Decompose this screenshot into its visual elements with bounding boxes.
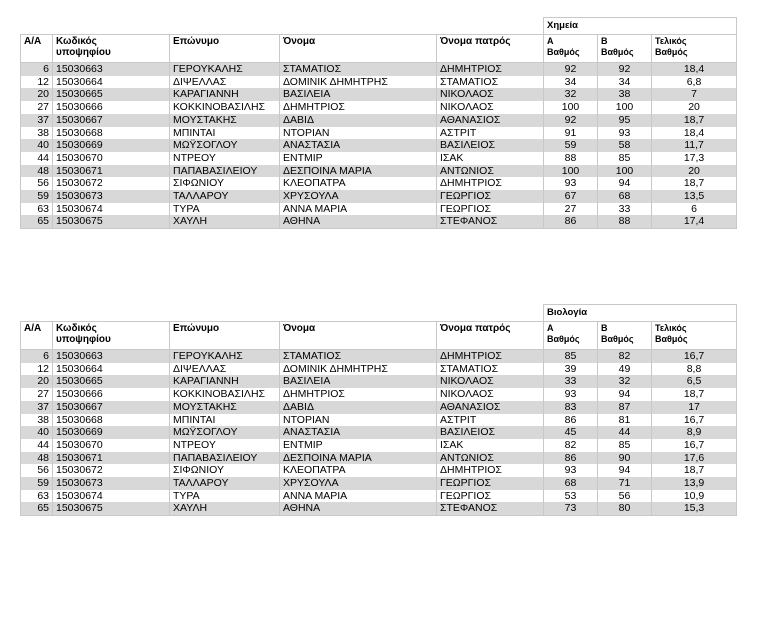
- cell-grade-a: 88: [544, 152, 598, 165]
- cell-father: ΑΝΤΩΝΙΟΣ: [437, 452, 544, 465]
- cell-surname: ΤΥΡΑ: [170, 203, 280, 216]
- cell-surname: ΜΠΙΝΤΑΙ: [170, 127, 280, 140]
- cell-grade-b: 44: [598, 426, 652, 439]
- grades-tbody: [21, 305, 737, 516]
- cell-father: ΓΕΩΡΓΙΟΣ: [437, 477, 544, 490]
- cell-surname: ΔΙΨΕΛΛΑΣ: [170, 363, 280, 376]
- header-final-line1: Τελικός: [655, 323, 687, 333]
- cell-grade-b: 80: [598, 502, 652, 515]
- cell-grade-b: 38: [598, 88, 652, 101]
- cell-grade-a: 86: [544, 414, 598, 427]
- cell-code: 15030675: [53, 502, 170, 515]
- header-grade-b-line1: Β: [601, 323, 608, 333]
- cell-final: 18,7: [652, 464, 737, 477]
- cell-father: ΓΕΩΡΓΙΟΣ: [437, 190, 544, 203]
- cell-surname: ΚΟΚΚΙΝΟΒΑΣΙΛΗΣ: [170, 388, 280, 401]
- cell-final: 17,3: [652, 152, 737, 165]
- cell-final: 6,5: [652, 375, 737, 388]
- cell-grade-a: 67: [544, 190, 598, 203]
- chemistry-grades-table: [20, 17, 736, 229]
- cell-code: 15030668: [53, 127, 170, 140]
- cell-code: 15030664: [53, 363, 170, 376]
- cell-final: 20: [652, 101, 737, 114]
- table-row: [21, 114, 737, 127]
- header-grade-b-line2: Βαθμός: [601, 47, 634, 57]
- cell-surname: ΜΟΥΣΤΑΚΗΣ: [170, 401, 280, 414]
- cell-name: ΔΑΒΙΔ: [280, 114, 437, 127]
- header-final: [652, 35, 737, 63]
- cell-aa: 37: [21, 401, 53, 414]
- cell-father: ΙΣΑΚ: [437, 439, 544, 452]
- cell-grade-b: 94: [598, 388, 652, 401]
- cell-final: 18,7: [652, 177, 737, 190]
- cell-father: ΔΗΜΗΤΡΙΟΣ: [437, 63, 544, 76]
- subject-row: [21, 305, 737, 322]
- cell-grade-a: 86: [544, 452, 598, 465]
- grades-table: [20, 304, 737, 516]
- cell-aa: 65: [21, 502, 53, 515]
- cell-code: 15030666: [53, 101, 170, 114]
- cell-name: ΚΛΕΟΠΑΤΡΑ: [280, 464, 437, 477]
- cell-grade-a: 86: [544, 215, 598, 228]
- cell-grade-b: 68: [598, 190, 652, 203]
- cell-final: 17: [652, 401, 737, 414]
- cell-father: ΝΙΚΟΛΑΟΣ: [437, 375, 544, 388]
- cell-final: 8,9: [652, 426, 737, 439]
- header-father: Όνομα πατρός: [437, 35, 544, 63]
- header-final-line2: Βαθμός: [655, 47, 688, 57]
- cell-name: ΝΤΟΡΙΑΝ: [280, 414, 437, 427]
- cell-grade-a: 27: [544, 203, 598, 216]
- cell-name: ΝΤΟΡΙΑΝ: [280, 127, 437, 140]
- table-row: [21, 502, 737, 515]
- table-row: [21, 139, 737, 152]
- cell-grade-a: 93: [544, 177, 598, 190]
- cell-grade-a: 45: [544, 426, 598, 439]
- cell-final: 17,6: [652, 452, 737, 465]
- cell-surname: ΜΠΙΝΤΑΙ: [170, 414, 280, 427]
- cell-aa: 37: [21, 114, 53, 127]
- table-row: [21, 452, 737, 465]
- cell-father: ΓΕΩΡΓΙΟΣ: [437, 203, 544, 216]
- table-row: [21, 63, 737, 76]
- cell-father: ΑΘΑΝΑΣΙΟΣ: [437, 401, 544, 414]
- table-row: [21, 426, 737, 439]
- cell-aa: 40: [21, 139, 53, 152]
- cell-final: 8,8: [652, 363, 737, 376]
- cell-aa: 59: [21, 190, 53, 203]
- cell-grade-a: 83: [544, 401, 598, 414]
- subject-spacer: [21, 18, 544, 35]
- cell-surname: ΣΙΦΩΝΙΟΥ: [170, 464, 280, 477]
- header-row: [21, 35, 737, 63]
- header-final: [652, 322, 737, 350]
- cell-name: ΣΤΑΜΑΤΙΟΣ: [280, 350, 437, 363]
- cell-name: ΑΝΑΣΤΑΣΙΑ: [280, 426, 437, 439]
- cell-grade-a: 82: [544, 439, 598, 452]
- cell-code: 15030673: [53, 190, 170, 203]
- header-code: [53, 322, 170, 350]
- cell-grade-a: 34: [544, 76, 598, 89]
- cell-code: 15030671: [53, 452, 170, 465]
- cell-code: 15030674: [53, 203, 170, 216]
- cell-surname: ΝΤΡΕΟΥ: [170, 152, 280, 165]
- cell-aa: 63: [21, 490, 53, 503]
- cell-aa: 63: [21, 203, 53, 216]
- cell-final: 15,3: [652, 502, 737, 515]
- header-name: Όνομα: [280, 35, 437, 63]
- cell-name: ΑΝΝΑ ΜΑΡΙΑ: [280, 490, 437, 503]
- cell-grade-b: 94: [598, 464, 652, 477]
- table-row: [21, 88, 737, 101]
- table-row: [21, 414, 737, 427]
- table-row: [21, 350, 737, 363]
- cell-surname: ΤΑΛΛΑΡΟΥ: [170, 477, 280, 490]
- cell-final: 7: [652, 88, 737, 101]
- cell-code: 15030672: [53, 177, 170, 190]
- cell-aa: 6: [21, 350, 53, 363]
- cell-surname: ΧΑΥΛΗ: [170, 502, 280, 515]
- cell-grade-b: 58: [598, 139, 652, 152]
- header-aa: Α/Α: [21, 322, 53, 350]
- cell-grade-a: 93: [544, 464, 598, 477]
- cell-father: ΔΗΜΗΤΡΙΟΣ: [437, 464, 544, 477]
- cell-aa: 6: [21, 63, 53, 76]
- cell-grade-a: 73: [544, 502, 598, 515]
- cell-grade-b: 32: [598, 375, 652, 388]
- cell-father: ΝΙΚΟΛΑΟΣ: [437, 388, 544, 401]
- cell-final: 17,4: [652, 215, 737, 228]
- cell-father: ΑΣΤΡΙΤ: [437, 127, 544, 140]
- cell-father: ΒΑΣΙΛΕΙΟΣ: [437, 426, 544, 439]
- header-surname: Επώνυμο: [170, 35, 280, 63]
- cell-name: ΒΑΣΙΛΕΙΑ: [280, 375, 437, 388]
- cell-surname: ΣΙΦΩΝΙΟΥ: [170, 177, 280, 190]
- cell-father: ΣΤΑΜΑΤΙΟΣ: [437, 76, 544, 89]
- cell-code: 15030667: [53, 401, 170, 414]
- cell-aa: 44: [21, 439, 53, 452]
- table-row: [21, 439, 737, 452]
- cell-father: ΑΘΑΝΑΣΙΟΣ: [437, 114, 544, 127]
- cell-name: ΔΗΜΗΤΡΙΟΣ: [280, 388, 437, 401]
- cell-grade-b: 82: [598, 350, 652, 363]
- cell-grade-a: 91: [544, 127, 598, 140]
- cell-aa: 56: [21, 177, 53, 190]
- cell-code: 15030665: [53, 375, 170, 388]
- cell-code: 15030664: [53, 76, 170, 89]
- cell-final: 13,9: [652, 477, 737, 490]
- cell-father: ΔΗΜΗΤΡΙΟΣ: [437, 350, 544, 363]
- cell-grade-b: 34: [598, 76, 652, 89]
- table-row: [21, 490, 737, 503]
- cell-aa: 20: [21, 88, 53, 101]
- cell-final: 18,7: [652, 388, 737, 401]
- table-row: [21, 388, 737, 401]
- cell-grade-b: 87: [598, 401, 652, 414]
- cell-aa: 56: [21, 464, 53, 477]
- cell-surname: ΝΤΡΕΟΥ: [170, 439, 280, 452]
- cell-final: 10,9: [652, 490, 737, 503]
- cell-code: 15030675: [53, 215, 170, 228]
- cell-father: ΑΝΤΩΝΙΟΣ: [437, 165, 544, 178]
- cell-aa: 44: [21, 152, 53, 165]
- cell-code: 15030670: [53, 439, 170, 452]
- header-name: Όνομα: [280, 322, 437, 350]
- table-row: [21, 464, 737, 477]
- cell-aa: 59: [21, 477, 53, 490]
- table-row: [21, 477, 737, 490]
- table-row: [21, 127, 737, 140]
- cell-grade-a: 53: [544, 490, 598, 503]
- cell-name: ΔΕΣΠΟΙΝΑ ΜΑΡΙΑ: [280, 452, 437, 465]
- subject-title: Βιολογία: [544, 305, 737, 322]
- header-grade-a-line1: Α: [547, 36, 554, 46]
- table-row: [21, 165, 737, 178]
- header-code-line2: υποψηφίου: [56, 47, 111, 58]
- cell-code: 15030672: [53, 464, 170, 477]
- grades-table: [20, 17, 737, 229]
- table-row: [21, 203, 737, 216]
- cell-father: ΔΗΜΗΤΡΙΟΣ: [437, 177, 544, 190]
- cell-code: 15030663: [53, 350, 170, 363]
- header-grade-a: [544, 322, 598, 350]
- cell-father: ΣΤΑΜΑΤΙΟΣ: [437, 363, 544, 376]
- cell-grade-a: 68: [544, 477, 598, 490]
- cell-name: ΑΝΝΑ ΜΑΡΙΑ: [280, 203, 437, 216]
- header-code-line2: υποψηφίου: [56, 334, 111, 345]
- cell-name: ΔΕΣΠΟΙΝΑ ΜΑΡΙΑ: [280, 165, 437, 178]
- table-row: [21, 190, 737, 203]
- subject-spacer: [21, 305, 544, 322]
- cell-father: ΓΕΩΡΓΙΟΣ: [437, 490, 544, 503]
- cell-final: 18,4: [652, 63, 737, 76]
- cell-surname: ΓΕΡΟΥΚΑΛΗΣ: [170, 63, 280, 76]
- table-row: [21, 401, 737, 414]
- cell-grade-b: 49: [598, 363, 652, 376]
- header-surname: Επώνυμο: [170, 322, 280, 350]
- cell-surname: ΤΑΛΛΑΡΟΥ: [170, 190, 280, 203]
- cell-aa: 20: [21, 375, 53, 388]
- cell-code: 15030668: [53, 414, 170, 427]
- cell-grade-a: 100: [544, 165, 598, 178]
- cell-surname: ΚΟΚΚΙΝΟΒΑΣΙΛΗΣ: [170, 101, 280, 114]
- cell-surname: ΜΩΫΣΟΓΛΟΥ: [170, 139, 280, 152]
- cell-father: ΙΣΑΚ: [437, 152, 544, 165]
- header-grade-a-line2: Βαθμός: [547, 334, 580, 344]
- cell-aa: 48: [21, 452, 53, 465]
- cell-grade-b: 71: [598, 477, 652, 490]
- cell-final: 20: [652, 165, 737, 178]
- cell-surname: ΓΕΡΟΥΚΑΛΗΣ: [170, 350, 280, 363]
- cell-grade-b: 100: [598, 165, 652, 178]
- cell-grade-b: 88: [598, 215, 652, 228]
- cell-surname: ΤΥΡΑ: [170, 490, 280, 503]
- cell-grade-a: 92: [544, 63, 598, 76]
- cell-code: 15030666: [53, 388, 170, 401]
- table-row: [21, 76, 737, 89]
- subject-title: Χημεία: [544, 18, 737, 35]
- cell-grade-a: 100: [544, 101, 598, 114]
- cell-grade-b: 33: [598, 203, 652, 216]
- cell-name: ΚΛΕΟΠΑΤΡΑ: [280, 177, 437, 190]
- cell-surname: ΚΑΡΑΓΙΑΝΝΗ: [170, 88, 280, 101]
- cell-name: ΕΝΤΜΙΡ: [280, 439, 437, 452]
- cell-code: 15030669: [53, 139, 170, 152]
- cell-father: ΣΤΕΦΑΝΟΣ: [437, 215, 544, 228]
- header-final-line1: Τελικός: [655, 36, 687, 46]
- cell-aa: 12: [21, 363, 53, 376]
- cell-aa: 48: [21, 165, 53, 178]
- cell-grade-a: 33: [544, 375, 598, 388]
- cell-name: ΣΤΑΜΑΤΙΟΣ: [280, 63, 437, 76]
- cell-surname: ΔΙΨΕΛΛΑΣ: [170, 76, 280, 89]
- cell-name: ΑΝΑΣΤΑΣΙΑ: [280, 139, 437, 152]
- cell-grade-b: 95: [598, 114, 652, 127]
- cell-name: ΔΗΜΗΤΡΙΟΣ: [280, 101, 437, 114]
- cell-surname: ΜΩΫΣΟΓΛΟΥ: [170, 426, 280, 439]
- cell-grade-b: 93: [598, 127, 652, 140]
- cell-surname: ΠΑΠΑΒΑΣΙΛΕΙΟΥ: [170, 165, 280, 178]
- cell-name: ΔΟΜΙΝΙΚ ΔΗΜΗΤΡΗΣ: [280, 76, 437, 89]
- cell-code: 15030663: [53, 63, 170, 76]
- header-grade-b-line1: Β: [601, 36, 608, 46]
- cell-code: 15030667: [53, 114, 170, 127]
- cell-code: 15030673: [53, 477, 170, 490]
- cell-aa: 65: [21, 215, 53, 228]
- table-row: [21, 152, 737, 165]
- header-final-line2: Βαθμός: [655, 334, 688, 344]
- table-row: [21, 363, 737, 376]
- cell-aa: 40: [21, 426, 53, 439]
- cell-grade-b: 90: [598, 452, 652, 465]
- cell-code: 15030665: [53, 88, 170, 101]
- cell-name: ΕΝΤΜΙΡ: [280, 152, 437, 165]
- cell-father: ΒΑΣΙΛΕΙΟΣ: [437, 139, 544, 152]
- header-code: [53, 35, 170, 63]
- cell-father: ΣΤΕΦΑΝΟΣ: [437, 502, 544, 515]
- cell-grade-b: 92: [598, 63, 652, 76]
- table-row: [21, 215, 737, 228]
- cell-father: ΝΙΚΟΛΑΟΣ: [437, 101, 544, 114]
- cell-surname: ΠΑΠΑΒΑΣΙΛΕΙΟΥ: [170, 452, 280, 465]
- cell-name: ΧΡΥΣΟΥΛΑ: [280, 477, 437, 490]
- cell-father: ΝΙΚΟΛΑΟΣ: [437, 88, 544, 101]
- header-grade-b-line2: Βαθμός: [601, 334, 634, 344]
- cell-name: ΔΑΒΙΔ: [280, 401, 437, 414]
- cell-grade-a: 59: [544, 139, 598, 152]
- header-father: Όνομα πατρός: [437, 322, 544, 350]
- cell-final: 6,8: [652, 76, 737, 89]
- grades-tbody: [21, 18, 737, 229]
- header-grade-b: [598, 35, 652, 63]
- cell-aa: 27: [21, 388, 53, 401]
- cell-code: 15030671: [53, 165, 170, 178]
- cell-father: ΑΣΤΡΙΤ: [437, 414, 544, 427]
- cell-final: 6: [652, 203, 737, 216]
- table-row: [21, 101, 737, 114]
- cell-name: ΔΟΜΙΝΙΚ ΔΗΜΗΤΡΗΣ: [280, 363, 437, 376]
- cell-final: 16,7: [652, 414, 737, 427]
- cell-final: 18,4: [652, 127, 737, 140]
- cell-grade-a: 85: [544, 350, 598, 363]
- cell-grade-b: 85: [598, 152, 652, 165]
- cell-name: ΧΡΥΣΟΥΛΑ: [280, 190, 437, 203]
- header-grade-a: [544, 35, 598, 63]
- cell-name: ΑΘΗΝΑ: [280, 502, 437, 515]
- header-code-line1: Κωδικός: [56, 323, 97, 334]
- header-grade-a-line2: Βαθμός: [547, 47, 580, 57]
- cell-code: 15030670: [53, 152, 170, 165]
- header-grade-b: [598, 322, 652, 350]
- cell-aa: 12: [21, 76, 53, 89]
- cell-final: 18,7: [652, 114, 737, 127]
- header-row: [21, 322, 737, 350]
- cell-grade-b: 100: [598, 101, 652, 114]
- cell-grade-a: 32: [544, 88, 598, 101]
- cell-grade-a: 93: [544, 388, 598, 401]
- cell-grade-b: 85: [598, 439, 652, 452]
- cell-aa: 38: [21, 127, 53, 140]
- cell-final: 16,7: [652, 439, 737, 452]
- cell-grade-b: 94: [598, 177, 652, 190]
- biology-grades-table: [20, 304, 736, 516]
- cell-final: 13,5: [652, 190, 737, 203]
- cell-grade-a: 92: [544, 114, 598, 127]
- cell-name: ΑΘΗΝΑ: [280, 215, 437, 228]
- subject-row: [21, 18, 737, 35]
- cell-aa: 27: [21, 101, 53, 114]
- cell-final: 16,7: [652, 350, 737, 363]
- table-row: [21, 375, 737, 388]
- header-aa: Α/Α: [21, 35, 53, 63]
- cell-grade-a: 39: [544, 363, 598, 376]
- cell-grade-b: 81: [598, 414, 652, 427]
- header-code-line1: Κωδικός: [56, 36, 97, 47]
- cell-name: ΒΑΣΙΛΕΙΑ: [280, 88, 437, 101]
- cell-code: 15030674: [53, 490, 170, 503]
- cell-grade-b: 56: [598, 490, 652, 503]
- cell-surname: ΜΟΥΣΤΑΚΗΣ: [170, 114, 280, 127]
- cell-surname: ΧΑΥΛΗ: [170, 215, 280, 228]
- cell-final: 11,7: [652, 139, 737, 152]
- cell-code: 15030669: [53, 426, 170, 439]
- cell-surname: ΚΑΡΑΓΙΑΝΝΗ: [170, 375, 280, 388]
- cell-aa: 38: [21, 414, 53, 427]
- header-grade-a-line1: Α: [547, 323, 554, 333]
- table-row: [21, 177, 737, 190]
